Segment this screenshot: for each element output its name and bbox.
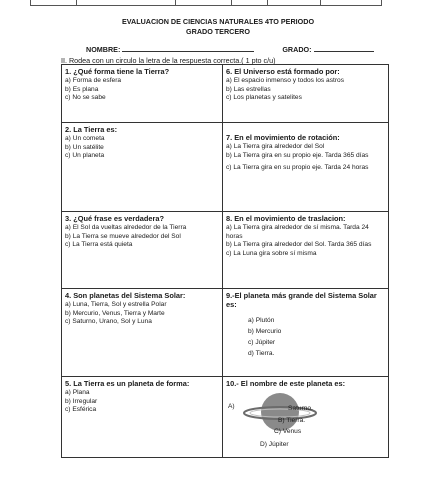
- question-7-option-b[interactable]: b) La Tierra gira en su propio eje. Tarda 365 días: [226, 151, 369, 159]
- question-10-cell: [223, 377, 389, 458]
- name-blank[interactable]: [122, 44, 254, 52]
- question-1-option-c[interactable]: c) No se sabe: [65, 94, 106, 102]
- question-1-option-a[interactable]: a) Forma de esfera: [65, 77, 122, 84]
- question-5-option-b[interactable]: b) Irregular: [65, 397, 98, 405]
- question-3-cell: [62, 212, 223, 289]
- question-10-option-c[interactable]: C) Venus: [274, 428, 302, 435]
- question-10-option-a[interactable]: A): [228, 403, 235, 410]
- question-7-option-a[interactable]: a) La Tierra gira alrededor del Sol: [226, 143, 325, 150]
- question-5: 5. La Tierra es un planeta de forma:: [65, 379, 190, 388]
- header-cell: [30, 0, 76, 6]
- question-2-cell: [62, 123, 223, 212]
- question-6-option-c[interactable]: c) Los planetas y satelites: [226, 94, 302, 102]
- question-6: 6. El Universo está formado por:: [226, 67, 340, 76]
- question-4-option-b[interactable]: b) Mercurio, Venus, Tierra y Marte: [65, 309, 165, 317]
- question-8-option-c[interactable]: c) La Luna gira sobre sí misma: [226, 249, 317, 257]
- question-3-option-b[interactable]: b) La Tierra se mueve alrededor del Sol: [65, 232, 181, 240]
- question-3-option-c[interactable]: c) La Tierra está quieta: [65, 241, 133, 249]
- question-10-figure: [226, 389, 385, 455]
- question-3-option-a[interactable]: a) El Sol da vueltas alrededor de la Tierra: [65, 224, 187, 231]
- question-8-cell: [223, 212, 389, 289]
- question-7-option-c[interactable]: c) La Tierra gira en su propio eje. Tarda 24 horas: [226, 164, 369, 172]
- question-2-option-c[interactable]: c) Un planeta: [65, 152, 105, 160]
- question-9-cell: [223, 289, 389, 377]
- document-title: EVALUACION DE CIENCIAS NATURALES 4TO PERIODO: [121, 17, 315, 26]
- question-3: 3. ¿Qué frase es verdadera?: [65, 214, 165, 223]
- question-4: 4. Son planetas del Sistema Solar:: [65, 291, 186, 300]
- question-10-option-d[interactable]: D) Júpiter: [260, 441, 289, 448]
- question-5-option-a[interactable]: a) Plana: [65, 389, 90, 396]
- question-6-cell: [223, 65, 389, 123]
- header-cell: [231, 0, 267, 6]
- question-4-option-c[interactable]: c) Saturno, Urano, Sol y Luna: [65, 318, 152, 326]
- name-label: NOMBRE:: [86, 45, 121, 54]
- student-info-line: [86, 44, 386, 54]
- question-4-option-a[interactable]: a) Luna, Tierra, Sol y estrella Polar: [65, 301, 167, 308]
- header-strip: [0, 0, 436, 6]
- question-2-option-b[interactable]: b) Un satélite: [65, 143, 104, 151]
- question-8-option-a[interactable]: a) La Tierra gira alrededor de sí misma. Tarda 24 horas: [226, 224, 369, 240]
- instructions: II. Rodea con un circulo la letra de la respuesta correcta.( 1 pto c/u): [61, 56, 276, 65]
- question-9-option-a[interactable]: a) Plutón: [248, 317, 275, 324]
- question-10-option-a-text[interactable]: Saturno.: [288, 405, 313, 412]
- grade-blank[interactable]: [314, 44, 374, 52]
- question-9: 9.-El planeta más grande del Sistema Solar es:: [226, 291, 377, 309]
- question-9-option-c[interactable]: c) Júpiter: [248, 339, 276, 346]
- header-cell: [175, 0, 231, 6]
- question-1: 1. ¿Qué forma tiene la Tierra?: [65, 67, 170, 76]
- question-1-cell: [62, 65, 223, 123]
- question-10-option-b[interactable]: B) Tierra.: [278, 417, 306, 424]
- question-6-option-b[interactable]: b) Las estrellas: [226, 85, 271, 93]
- question-9-option-b[interactable]: b) Mercurio: [248, 328, 282, 335]
- header-cell: [267, 0, 320, 6]
- question-8: 8. En el movimiento de traslacion:: [226, 214, 346, 223]
- document-subtitle: GRADO TERCERO: [186, 27, 250, 36]
- header-cell: [76, 0, 175, 6]
- grade-label: GRADO:: [282, 45, 312, 54]
- header-cell: [320, 0, 382, 6]
- question-4-cell: [62, 289, 223, 377]
- question-1-option-b[interactable]: b) Es plana: [65, 85, 99, 93]
- question-9-option-d[interactable]: d) Tierra.: [248, 350, 275, 357]
- question-5-cell: [62, 377, 223, 458]
- question-2-option-a[interactable]: a) Un cometa: [65, 135, 105, 142]
- questions-table: [61, 64, 389, 458]
- question-7-cell: [223, 123, 389, 212]
- question-6-option-a[interactable]: a) El espacio inmenso y todos los astros: [226, 77, 345, 84]
- question-8-option-b[interactable]: b) La Tierra gira alrededor del Sol. Tarda 365 días: [226, 241, 372, 249]
- question-2: 2. La Tierra es:: [65, 125, 118, 134]
- question-5-option-c[interactable]: c) Esférica: [65, 406, 97, 414]
- question-7: 7. En el movimiento de rotación:: [226, 133, 340, 142]
- question-10: 10.- El nombre de este planeta es:: [226, 379, 346, 388]
